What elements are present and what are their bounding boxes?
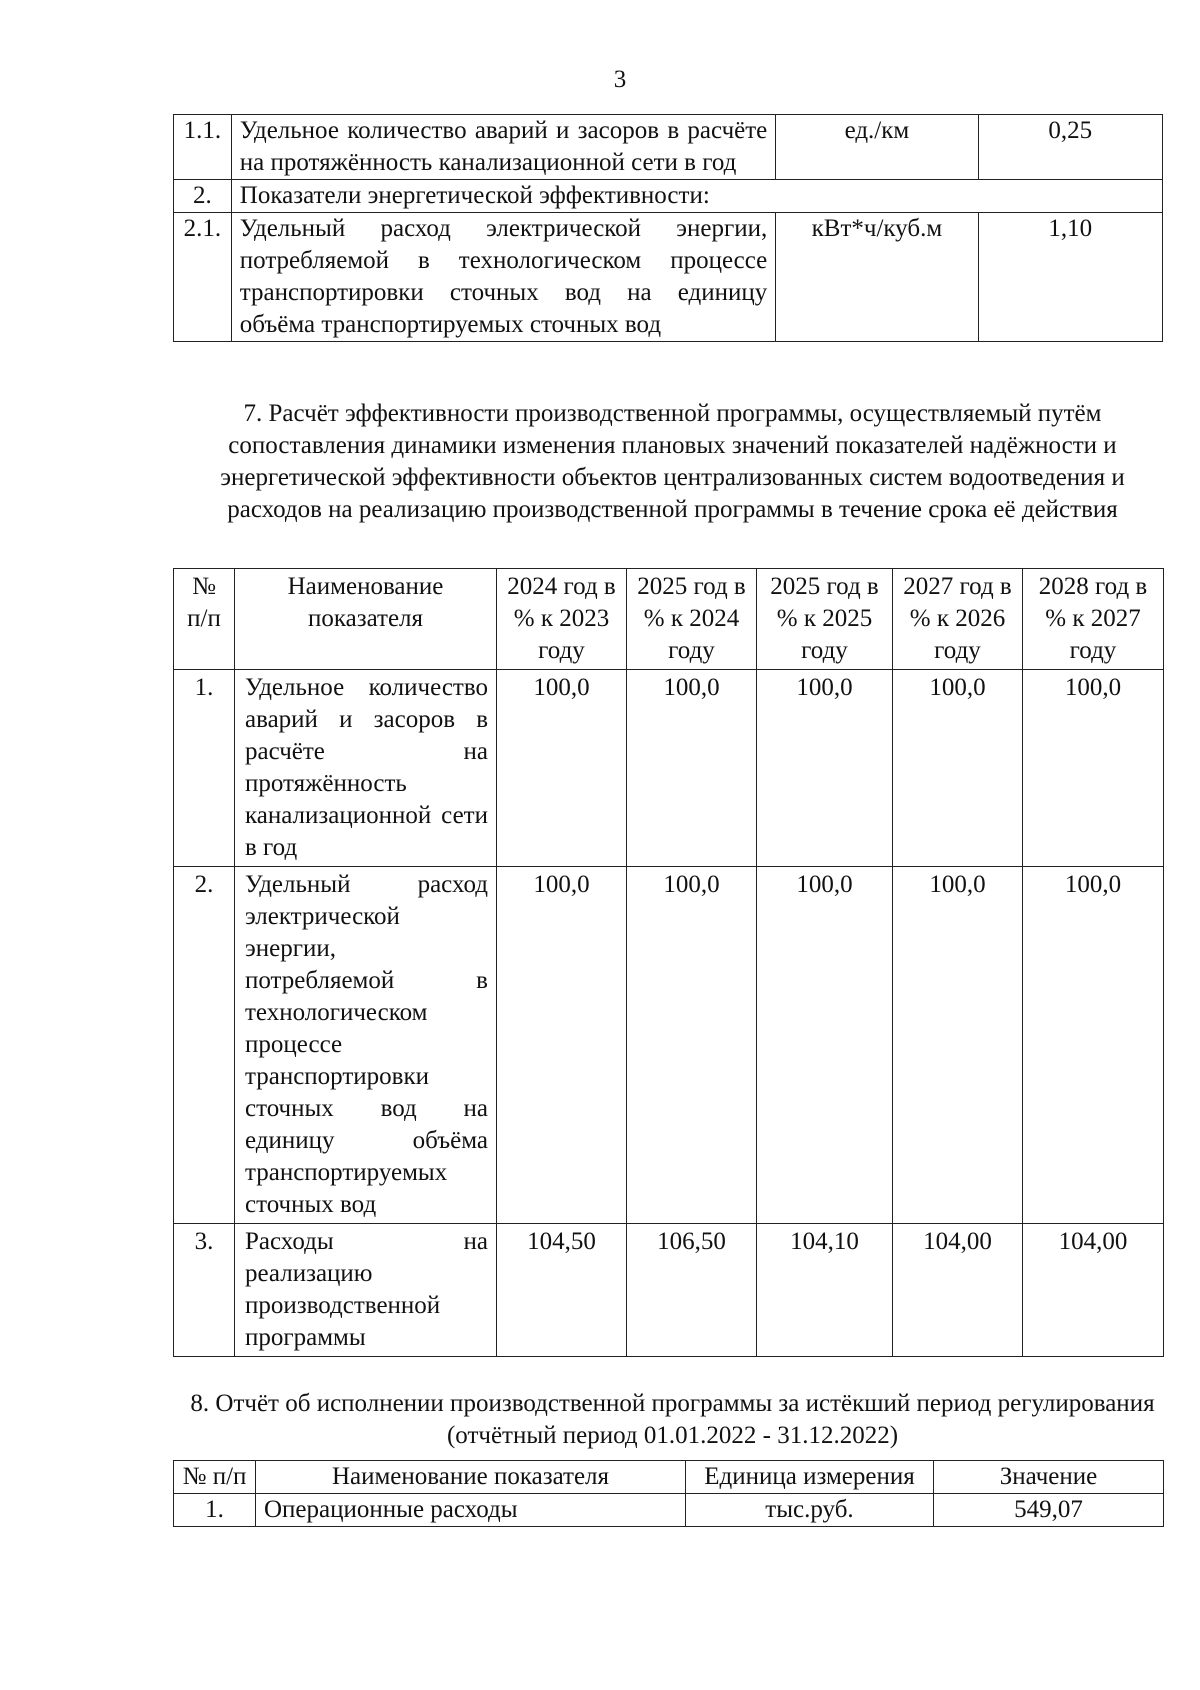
header-year-2028: 2028 год в % к 2027 году <box>1023 569 1164 670</box>
value-cell: 100,0 <box>1023 670 1164 867</box>
header-row <box>174 569 1164 670</box>
value-cell: 106,50 <box>627 1224 757 1357</box>
header-name: Наименование показателя <box>256 1461 686 1494</box>
indicator-unit: тыс.руб. <box>686 1494 934 1527</box>
indicator-value: 549,07 <box>934 1494 1164 1527</box>
table-row <box>174 1224 1164 1357</box>
header-year-2025b: 2025 год в % к 2025 году <box>757 569 893 670</box>
section-8-heading: 8. Отчёт об исполнении производственной программы за истёкший период регулирования (отчётный период 01.01.2022 - 31.12.2022) <box>190 1390 1155 1449</box>
value-cell: 100,0 <box>497 867 627 1224</box>
header-num: № п/п <box>174 569 235 670</box>
table-row <box>174 180 1163 213</box>
value-cell: 100,0 <box>1023 867 1164 1224</box>
value-cell: 104,50 <box>497 1224 627 1357</box>
row-number: 2. <box>174 180 232 213</box>
header-year-2025: 2025 год в % к 2024 году <box>627 569 757 670</box>
value-cell: 100,0 <box>627 670 757 867</box>
header-year-2027: 2027 год в % к 2026 году <box>893 569 1023 670</box>
header-row <box>174 1461 1164 1494</box>
table-row <box>174 115 1163 180</box>
row-number: 2.1. <box>174 213 232 342</box>
header-name: Наименование показателя <box>235 569 497 670</box>
table-row <box>174 867 1164 1224</box>
efficiency-table <box>173 568 1164 1357</box>
indicator-unit: ед./км <box>776 115 978 180</box>
value-cell: 104,10 <box>757 1224 893 1357</box>
indicator-name: Удельное количество аварий и засоров в расчёте на протяжённость канализационной сети в год <box>235 670 497 867</box>
indicator-name: Операционные расходы <box>256 1494 686 1527</box>
row-number: 1.1. <box>174 115 232 180</box>
header-unit: Единица измерения <box>686 1461 934 1494</box>
value-cell: 104,00 <box>893 1224 1023 1357</box>
row-number: 1. <box>174 670 235 867</box>
table-row <box>174 670 1164 867</box>
header-num: № п/п <box>174 1461 256 1494</box>
header-value: Значение <box>934 1461 1164 1494</box>
value-cell: 100,0 <box>757 867 893 1224</box>
page-number: 3 <box>613 66 627 93</box>
report-table <box>173 1460 1164 1527</box>
indicator-name: Расходы на реализацию производственной программы <box>235 1224 497 1357</box>
table-row <box>174 1494 1164 1527</box>
indicator-value: 1,10 <box>978 213 1162 342</box>
header-year-2024: 2024 год в % к 2023 году <box>497 569 627 670</box>
section-title: Показатели энергетической эффективности: <box>231 180 1162 213</box>
row-number: 1. <box>174 1494 256 1527</box>
section-7-heading: 7. Расчёт эффективности производственной программы, осуществляемый путём сопоставления динамики изменения плановых значений показателей надёжности и энергетической эффективности объектов централизованных систем водоотведения и расходов на реализацию производственной программы в течение срока её действия <box>220 400 1125 523</box>
indicator-name: Удельное количество аварий и засоров в расчёте на протяжённость канализационной сети в год <box>231 115 776 180</box>
value-cell: 104,00 <box>1023 1224 1164 1357</box>
indicators-table <box>173 114 1163 342</box>
value-cell: 100,0 <box>893 670 1023 867</box>
value-cell: 100,0 <box>627 867 757 1224</box>
value-cell: 100,0 <box>497 670 627 867</box>
indicator-unit: кВт*ч/куб.м <box>776 213 978 342</box>
row-number: 3. <box>174 1224 235 1357</box>
indicator-name: Удельный расход электрической энергии, потребляемой в технологическом процессе транспортировки сточных вод на единицу объёма транспортируемых сточных вод <box>235 867 497 1224</box>
table-row <box>174 213 1163 342</box>
value-cell: 100,0 <box>757 670 893 867</box>
row-number: 2. <box>174 867 235 1224</box>
indicator-name: Удельный расход электрической энергии, потребляемой в технологическом процессе транспортировки сточных вод на единицу объёма транспортируемых сточных вод <box>231 213 776 342</box>
indicator-value: 0,25 <box>978 115 1162 180</box>
value-cell: 100,0 <box>893 867 1023 1224</box>
